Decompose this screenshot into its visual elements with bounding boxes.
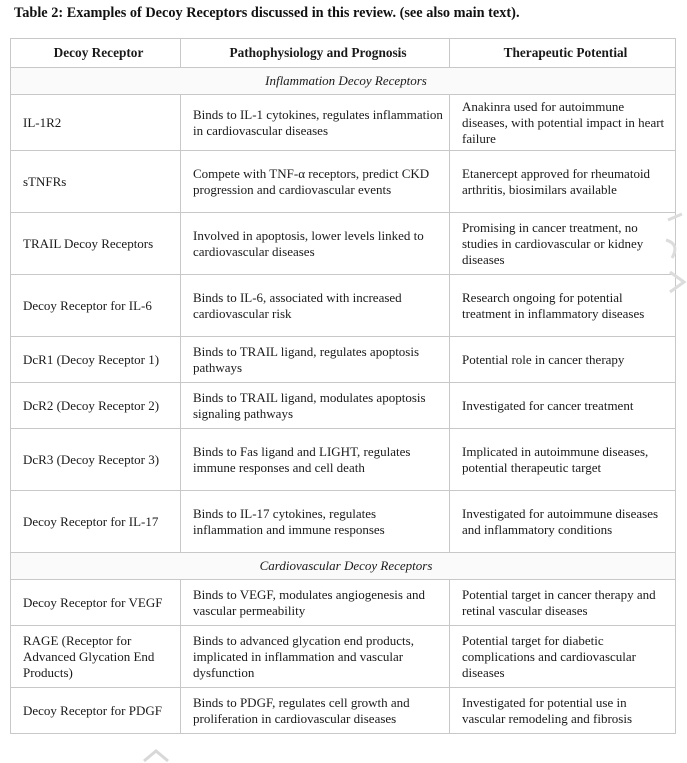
header-decoy-receptor: Decoy Receptor	[11, 39, 181, 68]
table-row	[11, 95, 676, 151]
receptor-cell: TRAIL Decoy Receptors	[11, 213, 181, 275]
patho-cell: Binds to IL-17 cytokines, regulates inflammation and immune responses	[181, 491, 450, 553]
patho-cell: Compete with TNF-α receptors, predict CKD progression and cardiovascular events	[181, 151, 450, 213]
therapy-cell: Investigated for autoimmune diseases and inflammatory conditions	[450, 491, 676, 553]
table-row	[11, 383, 676, 429]
section-row-inflammation	[11, 68, 676, 95]
receptor-cell: sTNFRs	[11, 151, 181, 213]
table-row	[11, 491, 676, 553]
therapy-cell: Implicated in autoimmune diseases, potential therapeutic target	[450, 429, 676, 491]
header-pathophysiology: Pathophysiology and Prognosis	[181, 39, 450, 68]
table-row	[11, 275, 676, 337]
section-title: Inflammation Decoy Receptors	[11, 68, 676, 95]
patho-cell: Binds to IL-6, associated with increased cardiovascular risk	[181, 275, 450, 337]
receptor-cell: Decoy Receptor for IL-17	[11, 491, 181, 553]
header-row	[11, 39, 676, 68]
table-row	[11, 688, 676, 734]
therapy-cell: Etanercept approved for rheumatoid arthritis, biosimilars available	[450, 151, 676, 213]
watermark-arrow-icon	[140, 748, 200, 763]
therapy-cell: Potential target in cancer therapy and retinal vascular diseases	[450, 580, 676, 626]
header-therapeutic-potential: Therapeutic Potential	[450, 39, 676, 68]
therapy-cell: Investigated for cancer treatment	[450, 383, 676, 429]
patho-cell: Binds to PDGF, regulates cell growth and proliferation in cardiovascular diseases	[181, 688, 450, 734]
patho-cell: Binds to Fas ligand and LIGHT, regulates immune responses and cell death	[181, 429, 450, 491]
table-row	[11, 151, 676, 213]
table-caption: Table 2: Examples of Decoy Receptors discussed in this review. (see also main text).	[14, 5, 520, 21]
therapy-cell: Potential role in cancer therapy	[450, 337, 676, 383]
table-row	[11, 580, 676, 626]
patho-cell: Binds to TRAIL ligand, modulates apoptosis signaling pathways	[181, 383, 450, 429]
receptor-cell: Decoy Receptor for IL-6	[11, 275, 181, 337]
table-row	[11, 626, 676, 688]
receptor-cell: DcR2 (Decoy Receptor 2)	[11, 383, 181, 429]
patho-cell: Binds to advanced glycation end products, implicated in inflammation and vascular dysfunction	[181, 626, 450, 688]
therapy-cell: Investigated for potential use in vascular remodeling and fibrosis	[450, 688, 676, 734]
table-row	[11, 213, 676, 275]
patho-cell: Involved in apoptosis, lower levels linked to cardiovascular diseases	[181, 213, 450, 275]
receptor-cell: Decoy Receptor for PDGF	[11, 688, 181, 734]
decoy-receptor-table	[10, 38, 676, 734]
patho-cell: Binds to VEGF, modulates angiogenesis and vascular permeability	[181, 580, 450, 626]
therapy-cell: Anakinra used for autoimmune diseases, with potential impact in heart failure	[450, 95, 676, 151]
table-row	[11, 429, 676, 491]
therapy-cell: Promising in cancer treatment, no studies in cardiovascular or kidney diseases	[450, 213, 676, 275]
table-row	[11, 337, 676, 383]
receptor-cell: IL-1R2	[11, 95, 181, 151]
receptor-cell: DcR1 (Decoy Receptor 1)	[11, 337, 181, 383]
section-title: Cardiovascular Decoy Receptors	[11, 553, 676, 580]
therapy-cell: Research ongoing for potential treatment in inflammatory diseases	[450, 275, 676, 337]
patho-cell: Binds to TRAIL ligand, regulates apoptosis pathways	[181, 337, 450, 383]
receptor-cell: RAGE (Receptor for Advanced Glycation End Products)	[11, 626, 181, 688]
therapy-cell: Potential target for diabetic complications and cardiovascular diseases	[450, 626, 676, 688]
receptor-cell: Decoy Receptor for VEGF	[11, 580, 181, 626]
receptor-cell: DcR3 (Decoy Receptor 3)	[11, 429, 181, 491]
section-row-cardiovascular	[11, 553, 676, 580]
patho-cell: Binds to IL-1 cytokines, regulates inflammation in cardiovascular diseases	[181, 95, 450, 151]
